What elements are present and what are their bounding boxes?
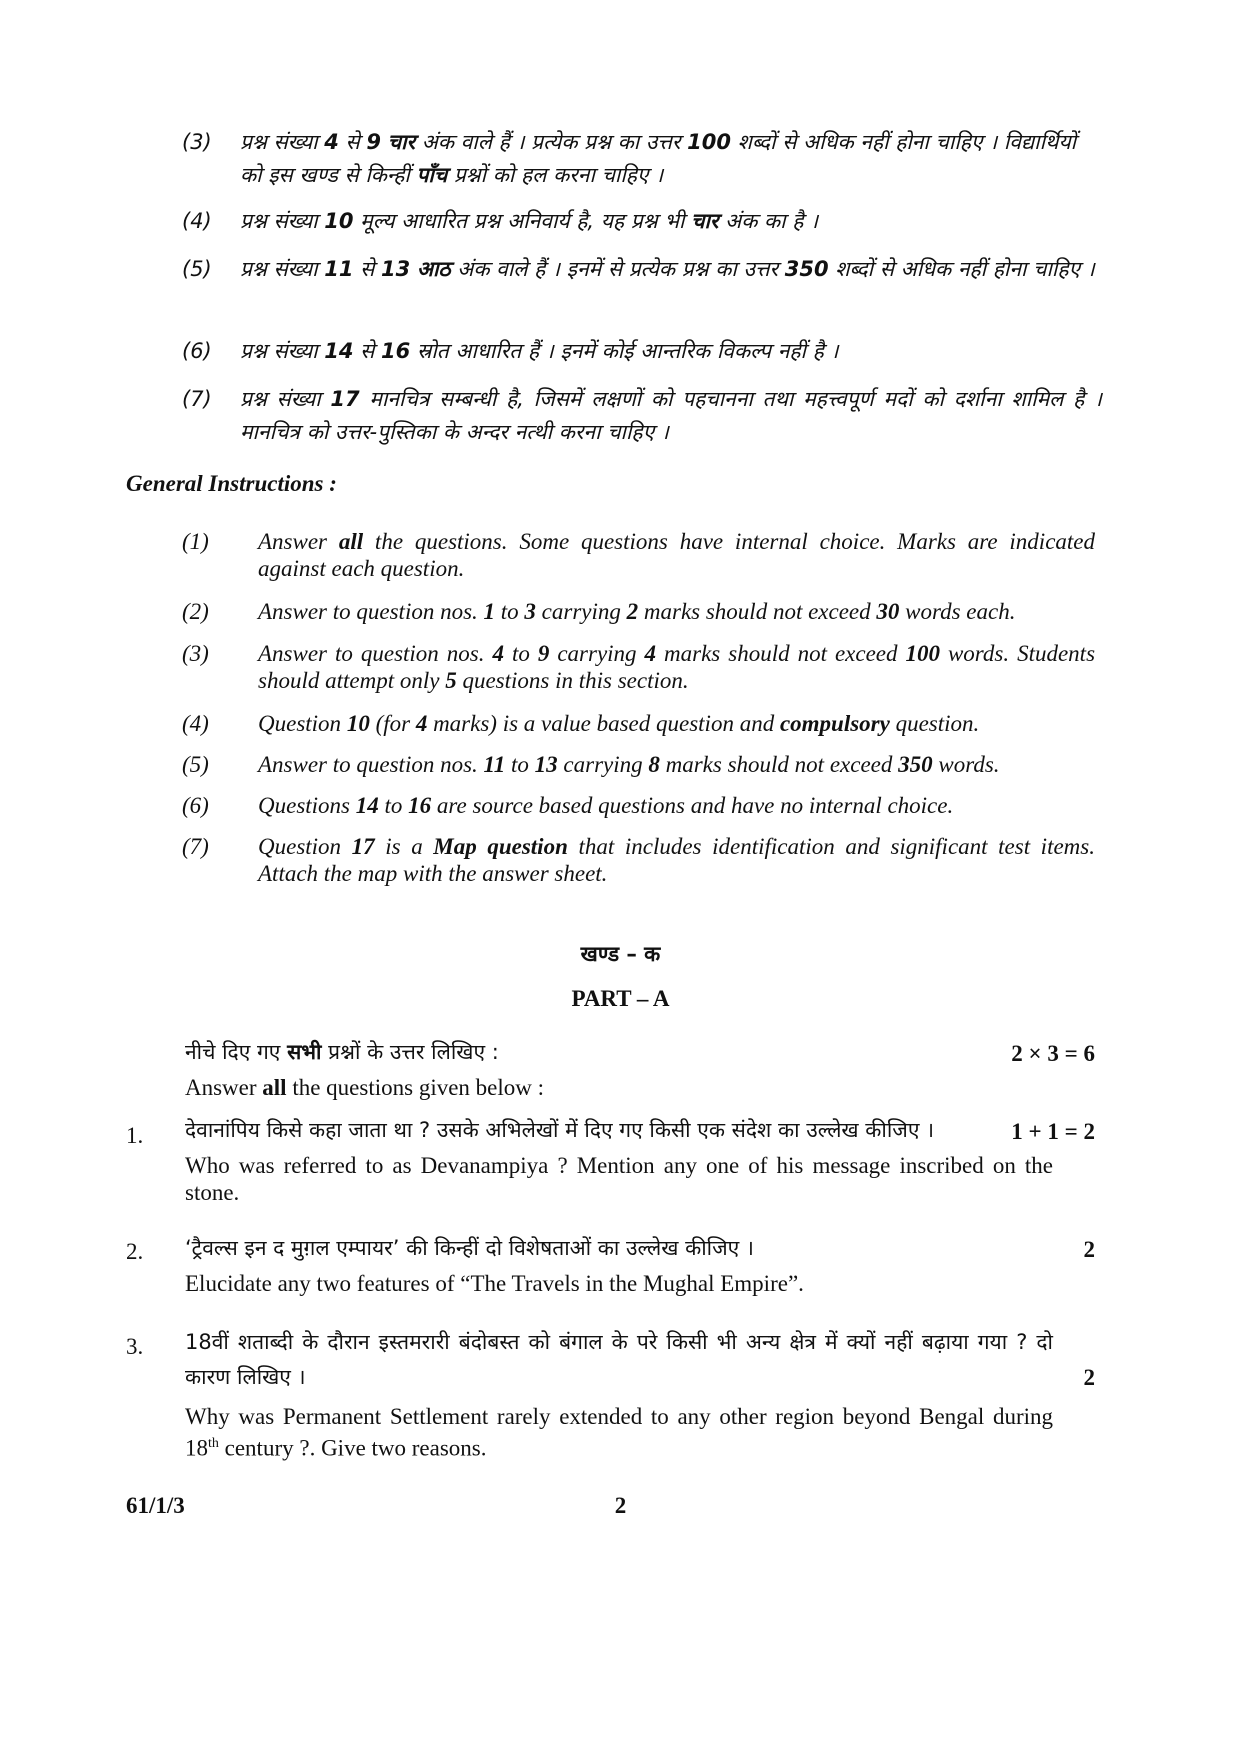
hindi-instruction-3	[182, 126, 1102, 192]
bold-run: 10	[346, 711, 370, 736]
general-instruction-6	[182, 792, 1095, 819]
text-run: मानचित्र सम्बन्धी है, जिसमें लक्षणों को पहचानना तथा महत्त्वपूर्ण मदों को दर्शाना शामिल है । मानचित्र को उत्तर-पुस्तिका के अन्दर नत्थी करना चाहिए ।	[240, 387, 1102, 444]
text-run: (for	[369, 711, 416, 736]
general-instruction-3	[182, 640, 1095, 694]
instruction-text	[258, 528, 1095, 582]
bold-run: आठ	[416, 257, 451, 281]
text-run: marks should not exceed	[656, 641, 906, 666]
bold-run: 17	[330, 387, 360, 411]
bold-run: 5	[445, 668, 457, 693]
text-run: नीचे दिए गए	[185, 1040, 288, 1064]
text-run: words.	[932, 752, 1000, 777]
text-run: शब्दों से अधिक नहीं होना चाहिए । विद्यार्थियों को इस खण्ड से किन्हीं	[240, 130, 1077, 187]
bold-run: 11	[324, 257, 354, 281]
text-run: marks) is a value based question and	[427, 711, 780, 736]
bold-run: all	[338, 529, 364, 554]
text-run: are source based questions and have no internal choice.	[431, 793, 954, 818]
bold-run: 8	[648, 752, 660, 777]
bold-run: 4	[644, 641, 657, 666]
bold-run: 2	[626, 599, 639, 624]
instruction-number: (3)	[182, 130, 212, 154]
text-run: प्रश्न संख्या	[240, 257, 325, 281]
bold-run: 100	[687, 130, 731, 154]
paper-code: 61/1/3	[126, 1493, 185, 1518]
question-marks: 2	[1083, 1237, 1095, 1262]
text-run: अंक वाले हैं । प्रत्येक प्रश्न का उत्तर	[415, 130, 688, 154]
instruction-number: (3)	[182, 641, 209, 666]
section-title-english: PART – A	[571, 986, 670, 1011]
bold-run: चार	[387, 130, 416, 154]
text-run: प्रश्न संख्या	[240, 387, 331, 411]
instruction-number: (7)	[182, 834, 209, 859]
bold-run: 100	[905, 641, 940, 666]
question-text-english	[185, 1403, 1053, 1462]
text-run: प्रश्नों के उत्तर लिखिए :	[321, 1040, 499, 1064]
text-run: Questions	[258, 793, 356, 818]
instruction-number: (7)	[182, 387, 212, 411]
bold-run: 13	[534, 752, 558, 777]
page-number: 2	[614, 1493, 627, 1518]
text-run: प्रश्नों को हल करना चाहिए ।	[447, 163, 664, 187]
section-instruction-english	[185, 1074, 544, 1101]
bold-run: 14	[355, 793, 379, 818]
bold-run: 350	[784, 257, 829, 281]
bold-run: 14	[324, 339, 354, 363]
text-run: that includes identification and significant test items. Attach the map with the answer sheet.	[258, 834, 1095, 886]
text-run: से	[338, 130, 367, 154]
text-run: to	[378, 793, 409, 818]
text-run	[381, 130, 388, 154]
instruction-number: (6)	[182, 339, 212, 363]
text-run: words. Students should attempt only	[258, 641, 1096, 693]
text-run: questions in this section.	[456, 668, 689, 693]
instruction-text	[258, 598, 1095, 625]
bold-run: 4	[415, 711, 428, 736]
bold-run: 4	[324, 130, 339, 154]
text-run: अंक वाले हैं । इनमें से प्रत्येक प्रश्न का उत्तर	[450, 257, 785, 281]
general-instructions-heading: General Instructions :	[126, 471, 337, 496]
text-run: the questions given below :	[286, 1075, 545, 1100]
text-run: Answer to question nos.	[258, 641, 493, 666]
bold-run: 30	[876, 599, 900, 624]
text-run: to	[505, 752, 535, 777]
question-marks: 2	[1083, 1365, 1095, 1390]
text-run: Answer	[185, 1075, 263, 1100]
bold-run: 3	[524, 599, 536, 624]
text-run: is a	[374, 834, 434, 859]
section-marks: 2 × 3 = 6	[1011, 1041, 1095, 1066]
text-run: the questions. Some questions have internal choice. Marks are indicated against each question.	[258, 529, 1095, 581]
text-run: प्रश्न संख्या	[240, 130, 325, 154]
bold-run: चार	[691, 209, 719, 233]
bold-run: Map question	[433, 834, 568, 859]
section-instruction-hindi	[185, 1036, 499, 1069]
general-instruction-4	[182, 710, 1095, 737]
text-run: Why was Permanent Settlement rarely extended to any other region beyond Bengal during 18	[185, 1404, 1053, 1461]
instruction-number: (4)	[182, 711, 209, 736]
bold-run: 9	[366, 130, 382, 154]
hindi-instruction-7	[182, 383, 1102, 449]
text-run: carrying	[549, 641, 645, 666]
text-run: marks should not exceed	[659, 752, 899, 777]
text-run: शब्दों से अधिक नहीं होना चाहिए ।	[828, 257, 1095, 281]
bold-run: 11	[483, 752, 506, 777]
general-instruction-7	[182, 833, 1095, 887]
text-run: Answer	[258, 529, 339, 554]
instruction-text	[258, 792, 1095, 819]
text-run: Question	[258, 834, 352, 859]
text-run: to	[495, 599, 525, 624]
general-instruction-5	[182, 751, 1095, 778]
instruction-text	[240, 253, 1102, 286]
instruction-text	[258, 751, 1095, 778]
bold-run: 4	[492, 641, 504, 666]
text-run: प्रश्न संख्या	[240, 339, 325, 363]
general-instruction-2	[182, 598, 1095, 625]
instruction-number: (5)	[182, 257, 212, 281]
hindi-instruction-6	[182, 335, 1102, 368]
question-text-hindi: 18वीं शताब्दी के दौरान इस्तमरारी बंदोबस्त को बंगाल के परे किसी भी अन्य क्षेत्र में क्यों नहीं बढ़ाया गया ? दो कारण लिखिए ।	[185, 1330, 1053, 1389]
bold-run: 10	[324, 209, 354, 233]
bold-run: 350	[898, 752, 933, 777]
question-number: 1.	[126, 1123, 144, 1148]
bold-run: compulsory	[779, 711, 890, 736]
instruction-number: (2)	[182, 599, 209, 624]
bold-run: 16	[408, 793, 432, 818]
text-run: question.	[889, 711, 980, 736]
text-run: स्रोत आधारित हैं । इनमें कोई आन्तरिक विकल्प नहीं है ।	[410, 339, 839, 363]
text-run: से	[353, 339, 382, 363]
text-run: प्रश्न संख्या	[240, 209, 325, 233]
text-run: Answer to question nos.	[258, 599, 484, 624]
instruction-number: (5)	[182, 752, 209, 777]
text-run: words each.	[899, 599, 1016, 624]
section-title-hindi: खण्ड – क	[580, 942, 661, 966]
text-run: Question	[258, 711, 347, 736]
instruction-text	[240, 126, 1102, 192]
text-run: carrying	[557, 752, 649, 777]
instruction-text	[240, 335, 1102, 368]
superscript: th	[208, 1436, 219, 1451]
question-text-hindi: ‘ट्रैवल्स इन द मुग़ल एम्पायर’ की किन्हीं दो विशेषताओं का उल्लेख कीजिए ।	[185, 1236, 754, 1260]
text-run: मूल्य आधारित प्रश्न अनिवार्य है, यह प्रश्न भी	[353, 209, 692, 233]
hindi-instruction-5	[182, 253, 1102, 286]
text-run: Answer to question nos.	[258, 752, 484, 777]
bold-run: 9	[537, 641, 550, 666]
question-number: 3.	[126, 1334, 144, 1359]
bold-run: all	[262, 1075, 287, 1100]
text-run	[410, 257, 417, 281]
question-marks: 1 + 1 = 2	[1011, 1119, 1095, 1144]
text-run: century ?. Give two reasons.	[218, 1435, 487, 1461]
text-run: से	[353, 257, 382, 281]
text-run: carrying	[535, 599, 627, 624]
bold-run: 13	[381, 257, 411, 281]
text-run: अंक का है ।	[718, 209, 819, 233]
instruction-number: (4)	[182, 209, 212, 233]
question-text-hindi: देवानांपिय किसे कहा जाता था ? उसके अभिलेखों में दिए गए किसी एक संदेश का उल्लेख कीजिए ।	[185, 1118, 935, 1142]
text-run: marks should not exceed	[638, 599, 877, 624]
hindi-instruction-4	[182, 205, 1102, 238]
instruction-number: (6)	[182, 793, 209, 818]
instruction-text	[258, 710, 1095, 737]
bold-run: पाँच	[416, 163, 448, 187]
instruction-text	[240, 383, 1102, 449]
question-number: 2.	[126, 1239, 144, 1264]
instruction-text	[258, 833, 1095, 887]
bold-run: 17	[351, 834, 375, 859]
text-run: to	[503, 641, 538, 666]
question-text-english: Elucidate any two features of “The Travels in the Mughal Empire”.	[185, 1271, 804, 1296]
question-text-english: Who was referred to as Devanampiya ? Mention any one of his message inscribed on the stone.	[185, 1153, 1053, 1205]
bold-run: 16	[381, 339, 411, 363]
instruction-text	[258, 640, 1095, 694]
instruction-number: (1)	[182, 529, 209, 554]
instruction-text	[240, 205, 1102, 238]
bold-run: सभी	[287, 1040, 322, 1064]
general-instruction-1	[182, 528, 1095, 582]
bold-run: 1	[483, 599, 496, 624]
